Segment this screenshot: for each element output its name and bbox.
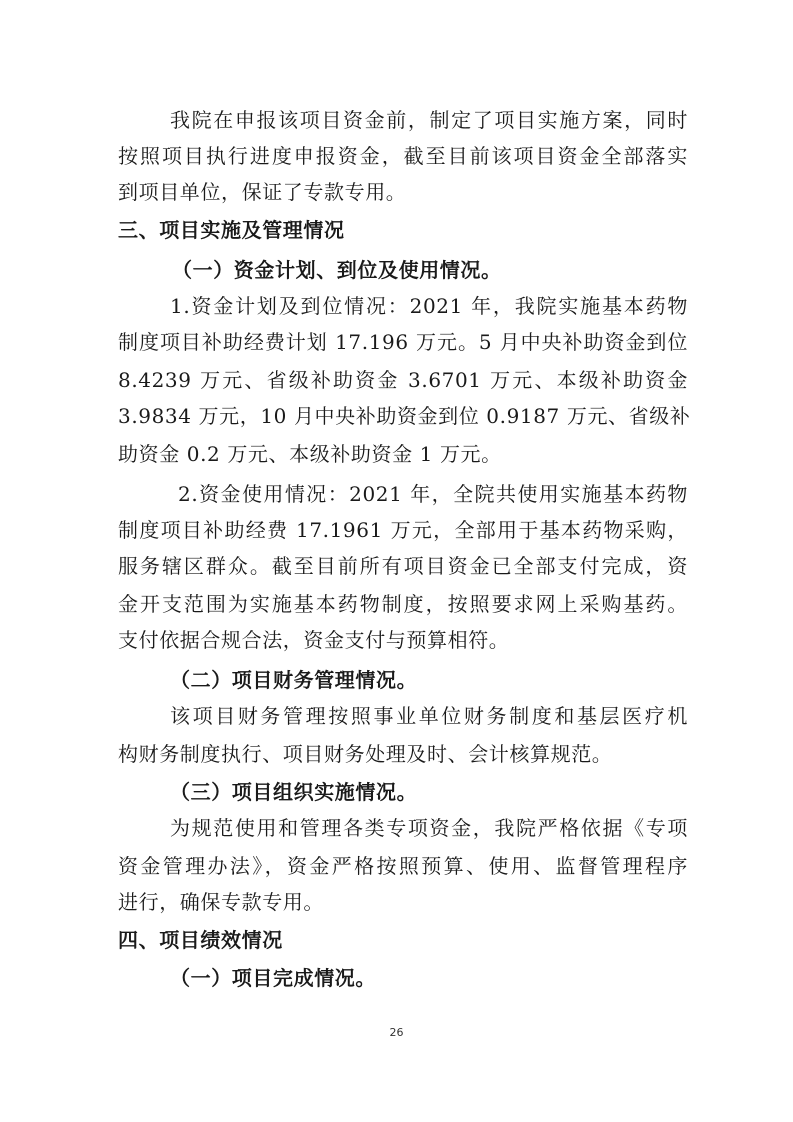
body-text-line: 金开支范围为实施基本药物制度，按照要求网上采购基药。 (118, 592, 688, 616)
subsection-heading: （二）项目财务管理情况。 (170, 668, 418, 692)
body-text-line: 2.资金使用情况：2021 年，全院共使用实施基本药物 (178, 482, 688, 506)
body-text-line: 8.4239 万元、省级补助资金 3.6701 万元、本级补助资金 (118, 368, 688, 392)
body-text-line: 1.资金计划及到位情况：2021 年，我院实施基本药物 (170, 294, 688, 318)
body-text-line: 支付依据合规合法，资金支付与预算相符。 (118, 628, 510, 652)
section-heading: 三、项目实施及管理情况 (118, 218, 345, 242)
body-text-line: 按照项目执行进度申报资金，截至目前该项目资金全部落实 (118, 144, 688, 168)
body-text-line: 3.9834 万元，10 月中央补助资金到位 0.9187 万元、省级补 (118, 404, 691, 428)
body-text-line: 我院在申报该项目资金前，制定了项目实施方案，同时 (170, 108, 688, 132)
body-text-line: 制度项目补助经费 17.1961 万元，全部用于基本药物采购， (118, 518, 688, 542)
body-text-line: 服务辖区群众。截至目前所有项目资金已全部支付完成，资 (118, 554, 688, 578)
body-text-line: 为规范使用和管理各类专项资金，我院严格依据《专项 (170, 816, 688, 840)
body-text-line: 构财务制度执行、项目财务处理及时、会计核算规范。 (118, 742, 613, 766)
subsection-heading: （一）资金计划、到位及使用情况。 (172, 258, 502, 282)
subsection-heading: （一）项目完成情况。 (170, 966, 376, 990)
body-text-line: 进行，确保专款专用。 (118, 890, 324, 914)
section-heading: 四、项目绩效情况 (118, 928, 283, 952)
body-text-line: 制度项目补助经费计划 17.196 万元。5 月中央补助资金到位 (118, 330, 688, 354)
body-text-line: 助资金 0.2 万元、本级补助资金 1 万元。 (118, 442, 502, 466)
body-text-line: 该项目财务管理按照事业单位财务制度和基层医疗机 (170, 704, 688, 728)
body-text-line: 到项目单位，保证了专款专用。 (118, 180, 407, 204)
subsection-heading: （三）项目组织实施情况。 (170, 780, 418, 804)
page-number: 26 (389, 1026, 404, 1039)
body-text-line: 资金管理办法》，资金严格按照预算、使用、监督管理程序 (118, 854, 688, 878)
